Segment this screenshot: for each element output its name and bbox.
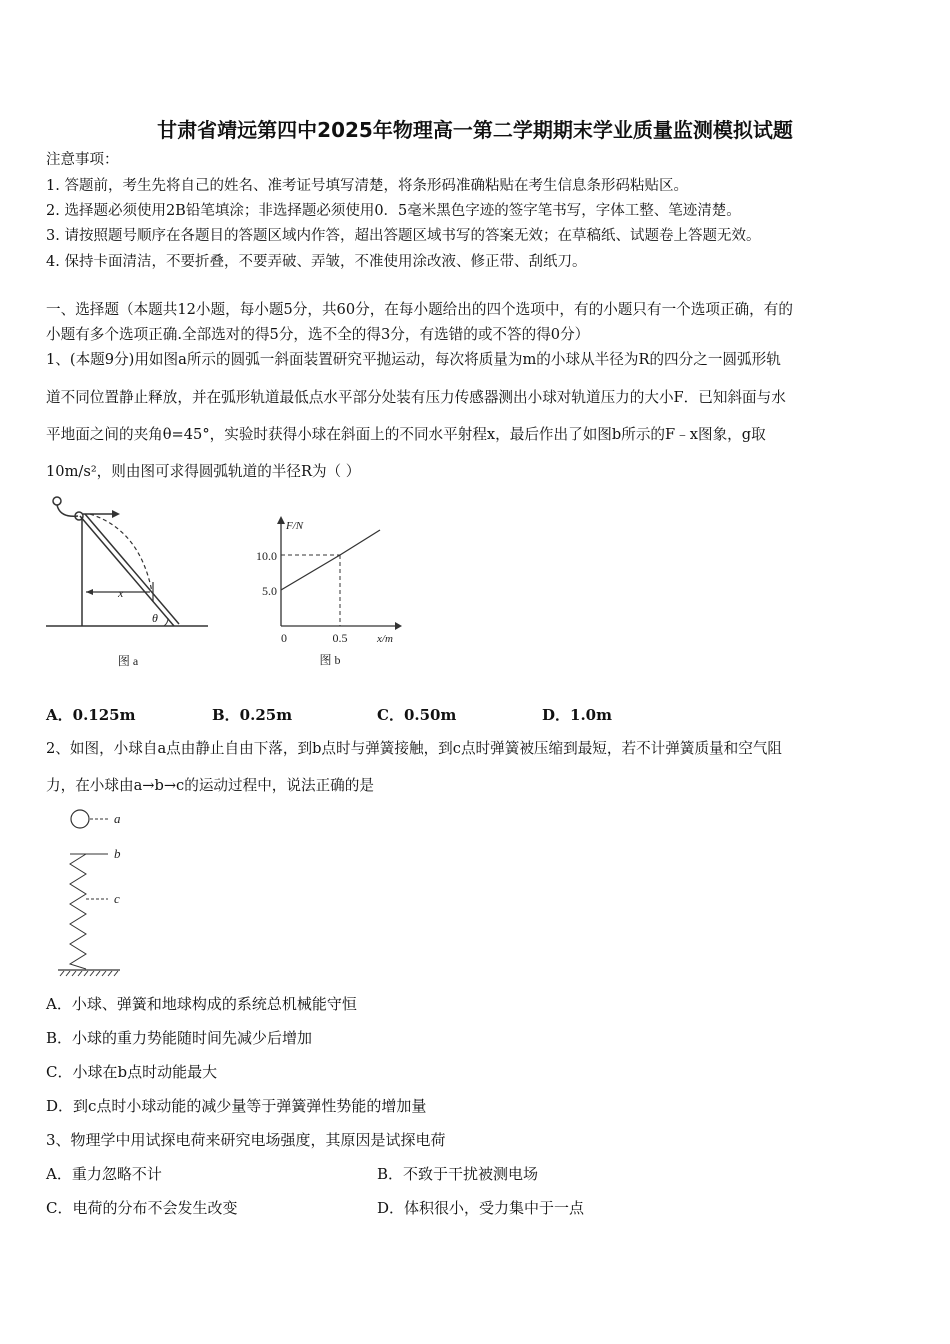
q2-option-a [46, 994, 357, 1014]
q3-option-c: C．电荷的分布不会发生改变 [46, 1199, 238, 1217]
x-tick: 0.5 [332, 631, 348, 645]
q2-stem: 力，在小球由a→b→c的运动过程中，说法正确的是 [46, 777, 374, 794]
q1-stem: 1、(本题9分)用如图a所示的圆弧一斜面装置研究平抛运动，每次将质量为m的小球从半径为R的四分之一圆弧形轨 [46, 351, 781, 368]
q1-stem: 道不同位置静止释放，并在弧形轨道最低点水平部分处装有压力传感器测出小球对轨道压力的大小F．已知斜面与水 [46, 389, 786, 406]
figure-spring [50, 805, 140, 977]
label-a: a [114, 811, 121, 826]
q3-option-b: B．不致于干扰被测电场 [377, 1165, 539, 1183]
angle-label: θ [152, 611, 158, 625]
q1-option-a: A．0.125m [46, 706, 136, 724]
q2-option-c-text: C．小球在b点时动能最大 [46, 1063, 218, 1081]
q1-option-d: D．1.0m [542, 706, 612, 724]
q1-stem: 平地面之间的夹角θ=45°，实验时获得小球在斜面上的不同水平射程x，最后作出了如图b所示的F﹣x图象，g取 [46, 426, 766, 443]
q1-option-c: C．0.50m [377, 706, 457, 724]
caption: 图 b [319, 653, 341, 667]
q2-option-a-text: A．小球、弹簧和地球构成的系统总机械能守恒 [46, 995, 357, 1013]
q2-option-b [46, 1028, 312, 1048]
section-heading-cont: 小题有多个选项正确.全部选对的得5分，选不全的得3分，有选错的或不答的得0分） [46, 326, 590, 343]
x-axis-label: x/m [377, 633, 393, 645]
figure-a-incline [40, 490, 215, 680]
q2-option-d-text: D．到c点时小球动能的减少量等于弹簧弹性势能的增加量 [46, 1097, 427, 1115]
section-heading: 一、选择题（本题共12小题，每小题5分，共60分，在每小题给出的四个选项中，有的小题只有一个选项正确，有的 [46, 301, 793, 318]
y-tick: 10.0 [256, 549, 277, 563]
notice-heading: 注意事项： [46, 152, 119, 168]
notice-item: 1. 答题前，考生先将自己的姓名、准考证号填写清楚，将条形码准确粘贴在考生信息条形码粘贴区。 [46, 178, 688, 194]
q2-stem: 2、如图，小球自a点由静止自由下落，到b点时与弹簧接触，到c点时弹簧被压缩到最短，若不计弹簧质量和空气阻 [46, 740, 783, 757]
notice-item: 2. 选择题必须使用2B铅笔填涂；非选择题必须使用0．5毫米黑色字迹的签字笔书写，字体工整、笔迹清楚。 [46, 203, 741, 219]
label-c: c [114, 891, 120, 906]
x-tick: 0 [281, 631, 287, 645]
y-axis-label: F/N [286, 520, 304, 532]
q3-stem: 3、物理学中用试探电荷来研究电场强度，其原因是试探电荷 [46, 1131, 446, 1149]
q2-option-d [46, 1096, 426, 1116]
caption: 图 a [117, 654, 139, 668]
q3-option-a: A．重力忽略不计 [46, 1165, 162, 1183]
figure-b-graph [245, 510, 410, 675]
q2-option-c [46, 1062, 217, 1082]
q2-option-b-text: B．小球的重力势能随时间先减少后增加 [46, 1029, 313, 1047]
y-tick: 5.0 [262, 584, 277, 598]
q1-option-b: B．0.25m [212, 706, 293, 724]
x-label: x [118, 586, 124, 600]
notice-item: 3. 请按照题号顺序在各题目的答题区域内作答，超出答题区域书写的答案无效；在草稿纸、试题卷上答题无效。 [46, 228, 761, 244]
q3-option-d: D．体积很小，受力集中于一点 [377, 1199, 585, 1217]
page-title: 甘肃省靖远第四中2025年物理高一第二学期期末学业质量监测模拟试题 [157, 118, 793, 142]
notice-item: 4. 保持卡面清洁，不要折叠，不要弄破、弄皱，不准使用涂改液、修正带、刮纸刀。 [46, 254, 587, 270]
label-b: b [114, 846, 121, 861]
q1-stem: 10m/s²，则由图可求得圆弧轨道的半径R为（ ） [46, 463, 361, 480]
